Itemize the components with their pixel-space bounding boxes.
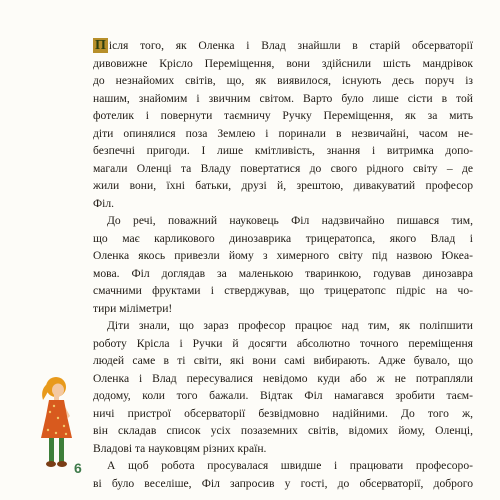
text-line: Філ. xyxy=(93,196,115,210)
girl-face xyxy=(52,384,64,397)
page-body-text xyxy=(93,37,473,492)
text-line: жили вони, їхні батьки, друзі й, зрештою, дивакуватий професор xyxy=(93,179,473,192)
text-line: мова. Філ доглядав за маленькою тваринкою, годував динозавра xyxy=(93,266,473,280)
girl-leg-left xyxy=(49,438,54,462)
text-line: роботу Крісла і Ручки й досягти абсолютно точного переміщення xyxy=(93,336,473,350)
text-line: безпечні пригоди. І лише кмітливість, знання і витримка допо- xyxy=(93,144,473,157)
text-line: ничі пристрої обсерваторії безвідмовно надійними. До того ж, xyxy=(93,406,473,420)
text-line: що має карликового динозаврика трицератопса, якого Влад і xyxy=(93,231,473,245)
text-line: Оленка якось привезли йому з химерного світу під назвою Юкеа- xyxy=(93,249,473,262)
text-line: Владові та науковцям різних країн. xyxy=(93,441,267,455)
text-line: нашим, знайомим і звичним світом. Варто було лише сісти в той xyxy=(93,91,473,105)
text-line: Діти знали, що зараз професор працює над тим, як поліпшити xyxy=(107,319,473,332)
girl-leg-right xyxy=(59,438,64,462)
text-line: він складав список усіх позаземних світів, відомих йому, Оленці, xyxy=(93,424,473,437)
girl-neck xyxy=(54,395,59,400)
text-line: Оленка і Влад пересувалися невідомо куди або ж не потрапляли xyxy=(93,371,473,385)
text-line: діти опинялися поза Землею і поринали в незвичайні, часом не- xyxy=(93,126,473,140)
girl-shoe-left xyxy=(46,461,56,467)
text-line xyxy=(93,37,473,55)
text-line: дивовижне Крісло Переміщення, вони здійснили шість мандрівок xyxy=(93,56,473,70)
text-line: До речі, поважний науковець Філ надзвичайно пишався тим, xyxy=(107,214,473,227)
text-line: ві було веселіше, Філ запросив у гості, до обсерваторії, доброго xyxy=(93,476,473,490)
text-line: смачними фруктами і стверджував, що трицератопс підріс на чо- xyxy=(93,284,473,297)
text-line: А щоб робота просувалася швидше і працювати професоро- xyxy=(107,459,473,472)
first-line-text: ісля того, як Оленка і Влад знайшли в старій обсерваторії xyxy=(108,39,473,52)
text-line: людей саме в ті світи, які вони самі вибирають. Адже бувало, що xyxy=(93,354,473,367)
drop-cap: П xyxy=(95,38,106,53)
text-line: фотелик і повернути таємничу Ручку Переміщення, як за мить xyxy=(93,109,473,122)
text-line: до незнайомих світів, що, як виявилося, існують десь поруч із xyxy=(93,74,473,87)
text-line: тири міліметри! xyxy=(93,301,173,315)
page-number: 6 xyxy=(74,460,82,476)
text-line: магали Оленці та Владу повертатися до свого рідного світу – де xyxy=(93,161,473,175)
girl-shoe-right xyxy=(57,461,67,467)
text-line: додому, коли того бажали. Відтак Філ намагався зробити таєм- xyxy=(93,389,473,402)
girl-illustration xyxy=(36,376,78,471)
